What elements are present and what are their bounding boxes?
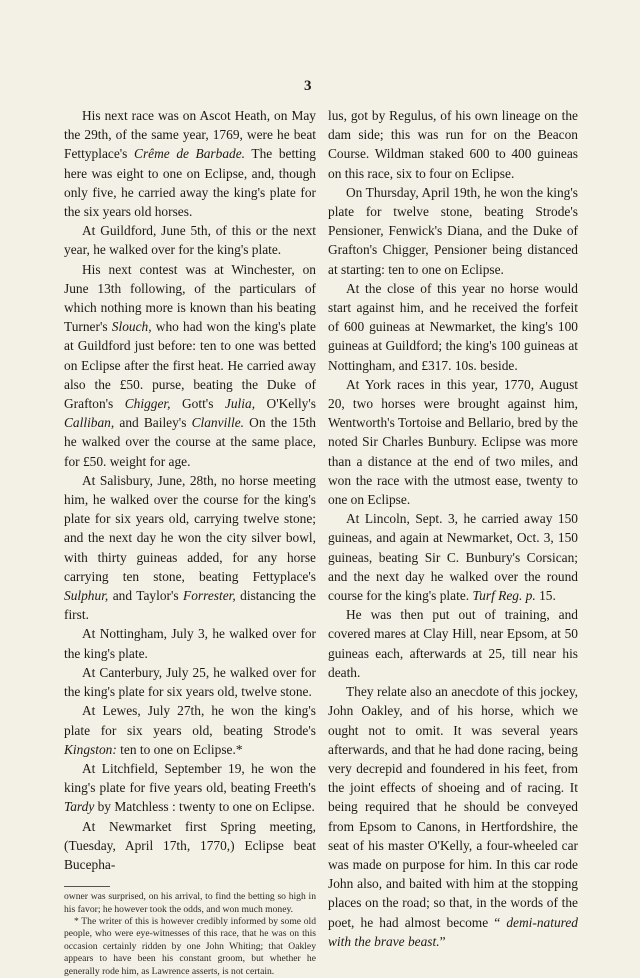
page-number: 3 (304, 78, 312, 94)
paragraph: lus, got by Regulus, of his own lineage on the dam side; this was run for on the Beacon Course. Wildman staked 600 to 400 guineas on this race, six to four on Eclipse. (328, 108, 578, 181)
footnote-divider (64, 886, 110, 887)
paragraph: At Lincoln, Sept. 3, he carried away 150 guineas, and again at Newmarket, Oct. 3, 150 guineas, beating Sir C. Bunbury's Corsican; and the next day he walked over the round course for the king's plate. Turf Reg. p. 15. (328, 511, 578, 604)
right-column (328, 106, 578, 951)
footnote: * The writer of this is however credibly informed by some old people, who were eye-witnesses of this race, that he was on this occasion certainly ridden by one John Whiting; that Oakley appears to have been his constant groom, but whether he generally rode him, as Lawrence asserts, is not certain. (64, 915, 316, 977)
paragraph: At Lewes, July 27th, he won the king's plate for six years old, beating Strode's Kingston: ten to one on Eclipse.* (64, 703, 316, 757)
paragraph: At the close of this year no horse would start against him, and he received the forfeit of 600 guineas at Newmarket, the king's 100 guineas at Guildford; the king's 100 guineas at Nottingham, and £317. 10s. beside. (328, 280, 578, 373)
paragraph: At Litchfield, September 19, he won the king's plate for five years old, beating Freeth's Tardy by Matchless : twenty to one on Eclipse. (64, 760, 316, 815)
paragraph: At Canterbury, July 25, he walked over for the king's plate for six years old, twelve stone. (64, 664, 316, 700)
paragraph: At Guildford, June 5th, of this or the next year, he walked over for the king's plate. (64, 223, 316, 258)
left-column (64, 106, 316, 978)
paragraph: His next race was on Ascot Heath, on May the 29th, of the same year, 1769, were he beat Fettyplace's Crême de Barbade. The betting here was eight to one on Eclipse, and, though only five, he carried away the king's plate for the six years old horses. (64, 108, 317, 220)
footnote: owner was surprised, on his arrival, to find the betting so high in his favor; he however took the odds, and won much money. (64, 891, 316, 915)
paragraph: They relate also an anecdote of this jockey, John Oakley, and of his horse, which we ought not to omit. It was several years afterwards, and that he had done racing, being very decrepid and foundered in his feet, from the joint effects of shoeing and of racing. It being required that he should be conveyed from Epsom to Canons, in Hertfordshire, the seat of his master O'Kelly, a four-wheeled car was made on purpose for him. In this car rode John also, and baited with him at the stopping places on the road; so that, in the words of the poet, he had almost become “ demi-natured with the brave beast.” (328, 684, 578, 949)
paragraph: At Salisbury, June, 28th, no horse meeting him, he walked over the course for the king's plate for six years old, carrying twelve stone; and the next day he won the city silver bowl, with thirty guineas added, for any horse carrying ten stone, beating Fettyplace's Sulphur, and Taylor's Forrester, distancing the first. (64, 472, 316, 623)
paragraph: He was then put out of training, and covered mares at Clay Hill, near Epsom, at 50 guineas each, afterwards at 25, till near his death. (328, 607, 578, 680)
paragraph: His next contest was at Winchester, on June 13th following, of the particulars of which nothing more is known than his beating Turner's Slouch, who had won the king's plate at Guildford just before: ten to one was betted on Eclipse after the first heat. He carried away also the £50. purse, beating the Duke of Grafton's Chigger, Gott's Julia, O'Kelly's Calliban, and Bailey's Clanville. On the 15th he walked over the course at the same place, for £50. weight for age. (64, 261, 316, 469)
paragraph: At Newmarket first Spring meeting, (Tuesday, April 17th, 1770,) Eclipse beat Bucepha- (64, 818, 316, 872)
paragraph: At York races in this year, 1770, August 20, two horses were brought against him, Wentworth's Tortoise and Bellario, bred by the noted Sir Charles Bunbury. Eclipse was more than a distance at the end of two miles, and won the race with the utmost ease, twenty to one on Eclipse. (328, 376, 578, 508)
paragraph: At Nottingham, July 3, he walked over for the king's plate. (64, 626, 316, 661)
paragraph: On Thursday, April 19th, he won the king's plate for twelve stone, beating Strode's Pensioner, Fenwick's Diana, and the Duke of Grafton's Chigger, Pensioner being distanced at starting: ten to one on Eclipse. (328, 184, 578, 277)
